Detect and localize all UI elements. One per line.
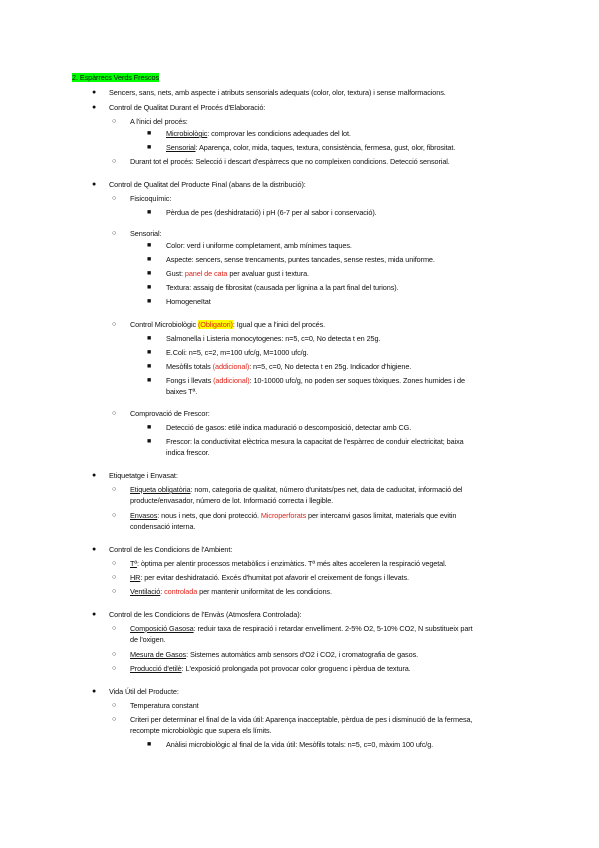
text-line: Fongs i llevats (addicional): 10-10000 ufc/g, no poden ser soques tòxiques. Zones humides i de (166, 376, 465, 385)
text-line: E.Coli: n=5, c=2, m=100 ufc/g, M=1000 ufc/g. (166, 348, 309, 357)
heading-packaging: Control de les Condicions de l'Envàs (Atmosfera Controlada): (109, 610, 302, 619)
heading-shelf-life: Vida Útil del Producte: (109, 687, 179, 696)
bullet-l3: ■ (147, 242, 152, 249)
section-title: 2. Espàrrecs Verds Frescos (72, 73, 160, 82)
bullet-l3: ■ (147, 256, 152, 263)
bullet-l3: ■ (147, 335, 152, 342)
bullet-l3: ■ (147, 741, 152, 748)
text-line: Envasos: nous i nets, que doni protecció. Microperforats per intercanvi gasos limitat, materials que evitin (130, 511, 457, 520)
text-line: Homogeneïtat (166, 297, 211, 306)
text-line: Detecció de gasos: etilè indica maduració o descomposició, detectar amb CG. (166, 423, 412, 432)
bullet-l1: ● (92, 472, 97, 479)
bullet-l2: ○ (112, 651, 117, 658)
text-line: Mesura de Gasos: Sistemes automàtics amb sensors d'O2 i CO2, i cromatografia de gasos. (130, 650, 419, 659)
bullet-l2: ○ (112, 665, 117, 672)
bullet-l3: ■ (147, 438, 152, 445)
text-line: Tª: òptima per alentir processos metabòlics i enzimàtics. Tª més altes acceleren la respiració vegetal. (130, 559, 447, 568)
text-line: Control Microbiològic (Obligatori): Igual que a l'inici del procés. (130, 320, 326, 329)
bullet-l2: ○ (112, 512, 117, 519)
text-line: Frescor: la conductivitat elèctrica mesura la capacitat de l'espàrrec de conduir electricitat; baixa (166, 437, 464, 446)
bullet-l1: ● (92, 688, 97, 695)
text-line: A l'inici del procés: (130, 117, 188, 126)
text-line: Color: verd i uniforme completament, amb mínimes taques. (166, 241, 352, 250)
text-line: Microbiològic: comprovar les condicions adequades del lot. (166, 129, 351, 138)
bullet-l3: ■ (147, 144, 152, 151)
heading-process-control: Control de Qualitat Durant el Procés d'Elaboració: (109, 103, 266, 112)
bullet-l2: ○ (112, 195, 117, 202)
bullet-l3: ■ (147, 377, 152, 384)
bullet-l1: ● (92, 104, 97, 111)
bullet-l3: ■ (147, 209, 152, 216)
bullet-l1: ● (92, 89, 97, 96)
text-line: Durant tot el procés: Selecció i descart d'espàrrecs que no compleixen condicions. Detecció sensorial. (130, 157, 450, 166)
bullet-l2: ○ (112, 702, 117, 709)
bullet-l3: ■ (147, 270, 152, 277)
bullet-l1: ● (92, 181, 97, 188)
text-line: condensació interna. (130, 522, 196, 531)
text-line: de l'oxigen. (130, 635, 166, 644)
text-line: Temperatura constant (130, 701, 199, 710)
heading-final-product: Control de Qualitat del Producte Final (abans de la distribució): (109, 180, 306, 189)
bullet-l1: ● (92, 611, 97, 618)
bullet-l2: ○ (112, 486, 117, 493)
bullet-l1: ● (92, 546, 97, 553)
text-line: Ventilació: controlada per mantenir uniformitat de les condicions. (130, 587, 332, 596)
text-line: Gust: panel de cata per avaluar gust i textura. (166, 269, 309, 278)
text-line: Criteri per determinar el final de la vida útil: Aparença inacceptable, pèrdua de pes i disminució de la fermesa, (130, 715, 473, 724)
text-line: Salmonella i Listeria monocytogenes: n=5, c=0, No detecta t en 25g. (166, 334, 381, 343)
bullet-l2: ○ (112, 560, 117, 567)
bullet-l2: ○ (112, 158, 117, 165)
text-line: producte/envasador, número de lot. Informació correcta i llegible. (130, 496, 334, 505)
bullet-l2: ○ (112, 118, 117, 125)
heading-labelling: Etiquetatge i Envasat: (109, 471, 178, 480)
text-line: HR: per evitar deshidratació. Excés d'humitat pot afavorir el creixement de fongs i llevats. (130, 573, 409, 582)
bullet-l3: ■ (147, 284, 152, 291)
bullet-l3: ■ (147, 130, 152, 137)
bullet-l2: ○ (112, 321, 117, 328)
bullet-l3: ■ (147, 363, 152, 370)
text-line: Producció d'etilè: L'exposició prolongada pot provocar color groguenc i pèrdua de textura. (130, 664, 411, 673)
bullet-l2: ○ (112, 588, 117, 595)
text-line: Fisicoquímic: (130, 194, 172, 203)
text-line: Anàlisi microbiològic al final de la vida útil: Mesòfils totals: n=5, c=0, màxim 100 ufc/g. (166, 740, 434, 749)
text-line: Comprovació de Frescor: (130, 409, 210, 418)
text-line: baixes Tª. (166, 387, 198, 396)
text-line: Sensorial: Aparença, color, mida, taques, textura, consistència, fermesa, gust, olor, fibrositat. (166, 143, 456, 152)
text-line: Etiqueta obligatòria: nom, categoria de qualitat, número d'unitats/pes net, data de caducitat, informació del (130, 485, 463, 494)
bullet-l3: ■ (147, 298, 152, 305)
text-line: Aspecte: sencers, sense trencaments, puntes tancades, sense restes, mida uniforme. (166, 255, 435, 264)
bullet-l3: ■ (147, 424, 152, 431)
bullet-l2: ○ (112, 716, 117, 723)
text-line: indica frescor. (166, 448, 210, 457)
bullet-l3: ■ (147, 349, 152, 356)
text-line: Sencers, sans, nets, amb aspecte i atributs sensorials adequats (color, olor, textura) i sense malformacions. (109, 88, 446, 97)
text-line: Mesòfils totals (addicional): n=5, c=0, No detecta t en 25g. Indicador d'higiene. (166, 362, 412, 371)
bullet-l2: ○ (112, 625, 117, 632)
heading-environment: Control de les Condicions de l'Ambient: (109, 545, 233, 554)
text-line: Textura: assaig de fibrositat (causada per lignina a la part final del turions). (166, 283, 399, 292)
bullet-l2: ○ (112, 230, 117, 237)
bullet-l2: ○ (112, 410, 117, 417)
text-line: Sensorial: (130, 229, 162, 238)
bullet-l2: ○ (112, 574, 117, 581)
text-line: Composició Gasosa: reduir taxa de respiració i retardar envelliment. 2-5% O2, 5-10% CO2, N substitueix part (130, 624, 473, 633)
text-line: recompte microbiològic que supera els límits. (130, 726, 272, 735)
text-line: Pèrdua de pes (deshidratació) i pH (6-7 per al sabor i conservació). (166, 208, 377, 217)
